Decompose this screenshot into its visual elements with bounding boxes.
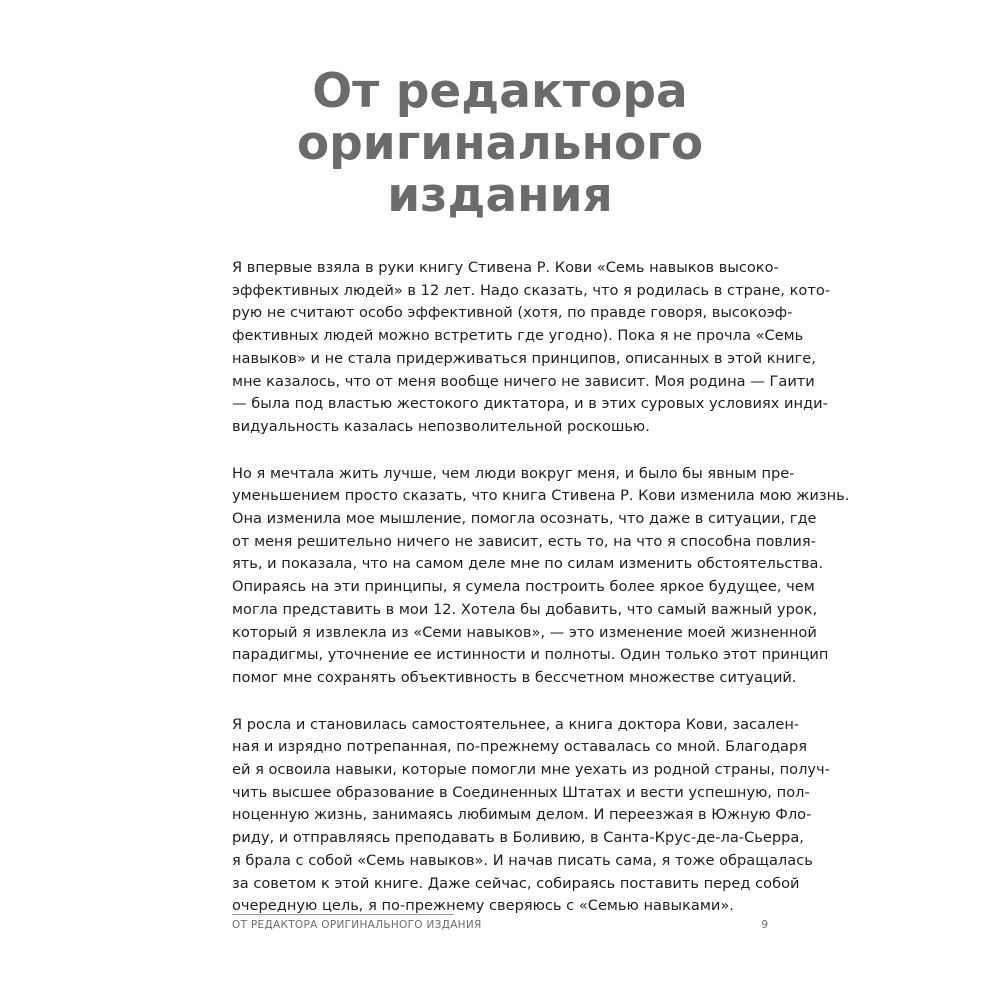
- text-line: мне казалось, что от меня вообще ничего не зависит. Моя родина — Гаити: [232, 372, 815, 390]
- text-line: ей я освоила навыки, которые помогли мне уехать из родной страны, получ-: [232, 761, 830, 779]
- body-text: [232, 257, 850, 942]
- paragraph-1: [232, 257, 831, 439]
- text-line: я брала с собой «Семь навыков». И начав писать сама, я тоже обращалась: [232, 851, 813, 869]
- text-line: Она изменила мое мышление, помогла осознать, что даже в ситуации, где: [232, 510, 817, 528]
- text-line: Я впервые взяла в руки книгу Стивена Р. Кови «Семь навыков высоко-: [232, 259, 779, 276]
- footer-divider: [232, 914, 454, 915]
- text-line: очередную цель, я по-прежнему сверяюсь с «Семью навыками».: [232, 897, 734, 915]
- title-line: издания: [387, 168, 613, 223]
- text-line: фективных людей можно встретить где угодно). Пока я не прочла «Семь: [232, 327, 804, 345]
- text-line: чить высшее образование в Соединенных Штатах и вести успешную, пол-: [232, 783, 810, 801]
- title-line: От редактора: [312, 64, 688, 119]
- text-line: могла представить в мои 12. Хотела бы добавить, что самый важный урок,: [232, 600, 818, 618]
- page-number: 9: [761, 919, 768, 931]
- paragraph-3: [232, 714, 830, 918]
- text-line: за советом к этой книге. Даже сейчас, собираясь поставить перед собой: [232, 874, 800, 892]
- text-line: видуальность казалась непозволительной роскошью.: [232, 417, 650, 435]
- text-line: ная и изрядно потрепанная, по-прежнему оставалась со мной. Благодаря: [232, 738, 808, 756]
- text-line: парадигмы, уточнение ее истинности и полноты. Один только этот принцип: [232, 646, 829, 664]
- text-line: помог мне сохранять объективность в бессчетном множестве ситуаций.: [232, 668, 797, 686]
- text-line: Но я мечтала жить лучше, чем люди вокруг меня, и было бы явным пре-: [232, 464, 795, 482]
- title-line: оригинального: [296, 116, 704, 171]
- text-line: навыков» и не стала придерживаться принципов, описанных в этой книге,: [232, 349, 816, 367]
- text-line: эффективных людей» в 12 лет. Надо сказать, что я родилась в стране, кото-: [232, 281, 831, 299]
- text-line: ноценную жизнь, занимаясь любимым делом. И переезжая в Южную Фло-: [232, 806, 812, 824]
- text-line: рую не считают особо эффективной (хотя, по правде говоря, высокоэф-: [232, 304, 793, 322]
- text-line: ять, и показала, что на самом деле мне по силам изменить обстоятельства.: [232, 555, 824, 573]
- paragraph-2: [232, 463, 850, 690]
- text-line: уменьшением просто сказать, что книга Стивена Р. Кови изменила мою жизнь.: [232, 487, 850, 505]
- text-line: Я росла и становилась самостоятельнее, а книга доктора Кови, засален-: [232, 715, 800, 733]
- text-line: риду, и отправляясь преподавать в Боливию, в Санта-Крус-де-ла-Сьерра,: [232, 829, 804, 847]
- running-title: ОТ РЕДАКТОРА ОРИГИНАЛЬНОГО ИЗДАНИЯ: [232, 919, 482, 931]
- chapter-title: [200, 66, 800, 222]
- text-line: Опираясь на эти принципы, я сумела построить более яркое будущее, чем: [232, 578, 815, 596]
- text-line: который я извлекла из «Семи навыков», — это изменение моей жизненной: [232, 623, 817, 641]
- text-line: — была под властью жестокого диктатора, и в этих суровых условиях инди-: [232, 395, 828, 413]
- text-line: от меня решительно ничего не зависит, есть то, на что я способна повлия-: [232, 532, 816, 550]
